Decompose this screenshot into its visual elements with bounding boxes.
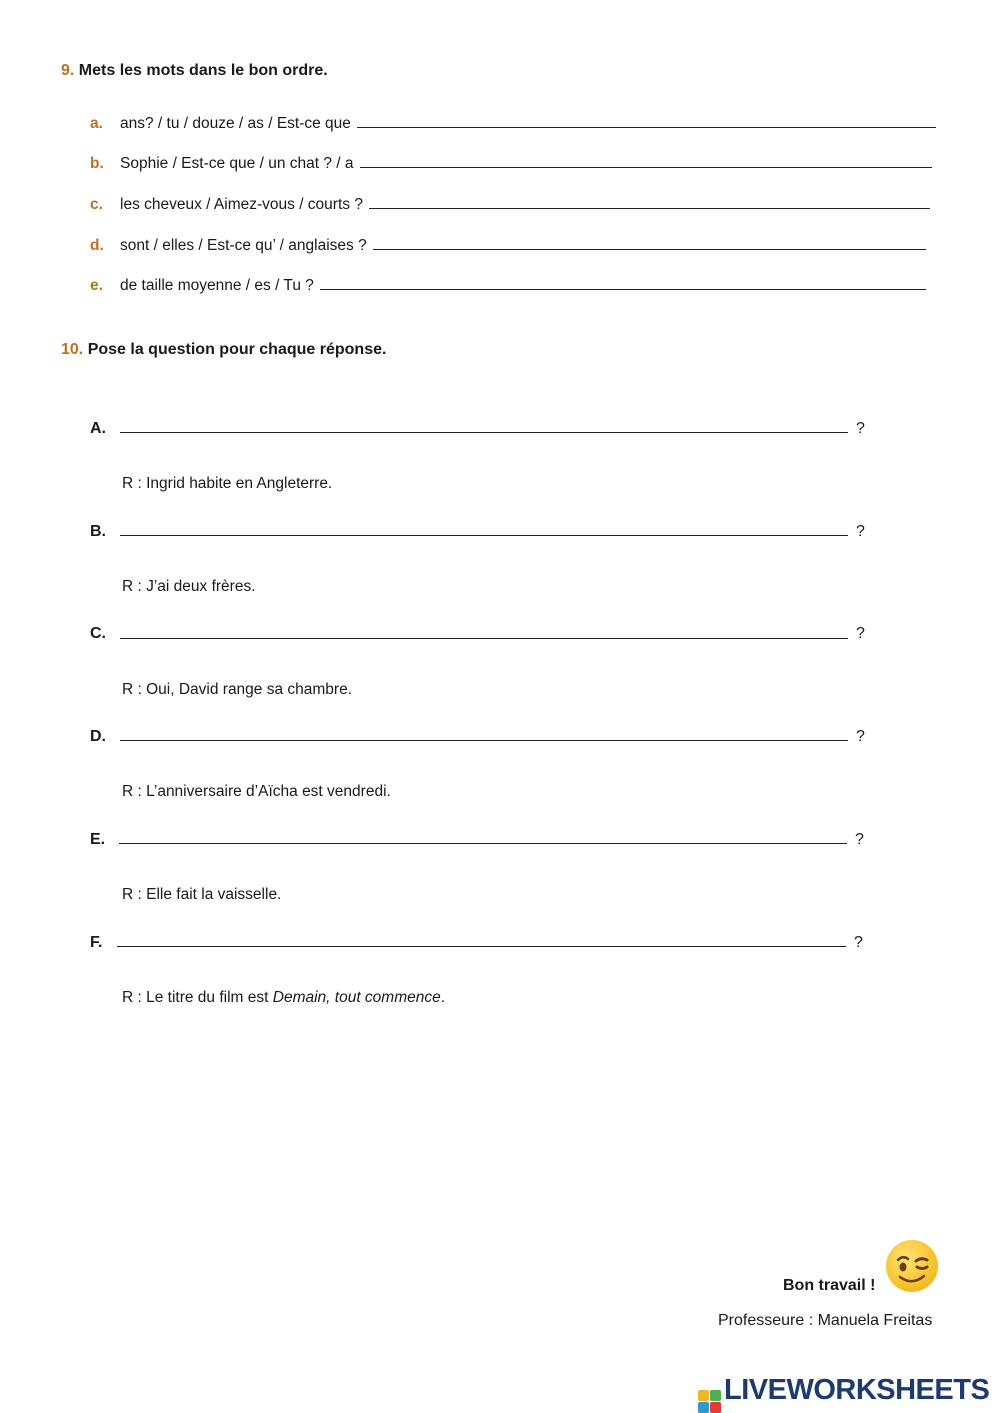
question-mark: ? — [856, 420, 865, 437]
question-letter-d: D. — [90, 728, 106, 745]
reorder-item-d — [90, 235, 926, 255]
answer-d: R : L’anniversaire d’Aïcha est vendredi. — [122, 783, 391, 800]
question-letter-f: F. — [90, 934, 103, 951]
item-words: sont / elles / Est-ce qu’ / anglaises ? — [120, 237, 367, 254]
item-letter: d. — [90, 237, 104, 254]
question-mark: ? — [855, 831, 864, 848]
answer-blank[interactable] — [373, 235, 926, 250]
item-words: ans? / tu / douze / as / Est-ce que — [120, 115, 351, 132]
logo-text: LIVEWORKSHEETS — [724, 1374, 990, 1406]
answer-e: R : Elle fait la vaisselle. — [122, 886, 282, 903]
question-line-f[interactable] — [117, 946, 846, 947]
question-line-c[interactable] — [120, 638, 848, 639]
item-letter: e. — [90, 277, 103, 294]
film-title: Demain, tout commence — [272, 989, 441, 1006]
reorder-item-c — [90, 194, 930, 214]
question-mark: ? — [856, 523, 865, 540]
closing-message: Bon travail ! — [783, 1277, 876, 1294]
liveworksheets-logo-mark — [698, 1390, 721, 1413]
question-line-e[interactable] — [119, 843, 847, 844]
answer-f — [122, 989, 445, 1007]
section-9-title: Mets les mots dans le bon ordre. — [78, 62, 328, 79]
winking-face-icon — [886, 1240, 938, 1292]
question-line-a[interactable] — [120, 432, 848, 433]
item-letter: b. — [90, 155, 104, 172]
reorder-item-b — [90, 153, 932, 173]
section-10-title: Pose la question pour chaque réponse. — [87, 341, 387, 358]
section-10-heading — [61, 341, 386, 359]
question-line-b[interactable] — [120, 535, 848, 536]
liveworksheets-logo[interactable] — [698, 1374, 989, 1413]
answer-c: R : Oui, David range sa chambre. — [122, 681, 353, 698]
logo-mark-tile — [698, 1390, 709, 1401]
logo-mark-tile — [710, 1390, 721, 1401]
section-9-number: 9. — [61, 62, 75, 79]
answer-blank[interactable] — [360, 153, 932, 168]
answer-blank[interactable] — [357, 113, 936, 128]
question-mark: ? — [856, 625, 865, 642]
logo-mark-tile — [698, 1402, 709, 1413]
question-line-d[interactable] — [120, 740, 848, 741]
question-letter-e: E. — [90, 831, 106, 848]
item-words: les cheveux / Aimez-vous / courts ? — [120, 196, 363, 213]
answer-f-prefix: R : Le titre du film est — [122, 989, 273, 1006]
question-mark: ? — [854, 934, 863, 951]
question-letter-c: C. — [90, 625, 106, 642]
answer-a: R : Ingrid habite en Angleterre. — [122, 475, 333, 492]
question-letter-a: A. — [90, 420, 106, 437]
item-words: Sophie / Est-ce que / un chat ? / a — [120, 155, 354, 172]
question-letter-b: B. — [90, 523, 106, 540]
answer-b: R : J’ai deux frères. — [122, 578, 256, 595]
section-10-number: 10. — [61, 341, 84, 358]
item-letter: c. — [90, 196, 103, 213]
item-letter: a. — [90, 115, 103, 132]
reorder-item-a — [90, 113, 936, 133]
question-mark: ? — [856, 728, 865, 745]
item-words: de taille moyenne / es / Tu ? — [120, 277, 314, 294]
answer-blank[interactable] — [369, 194, 930, 209]
reorder-item-e — [90, 275, 926, 295]
answer-f-suffix: . — [440, 989, 446, 1006]
logo-mark-tile — [710, 1402, 721, 1413]
section-9-heading — [61, 62, 328, 80]
teacher-credit: Professeure : Manuela Freitas — [718, 1312, 933, 1329]
answer-blank[interactable] — [320, 275, 926, 290]
